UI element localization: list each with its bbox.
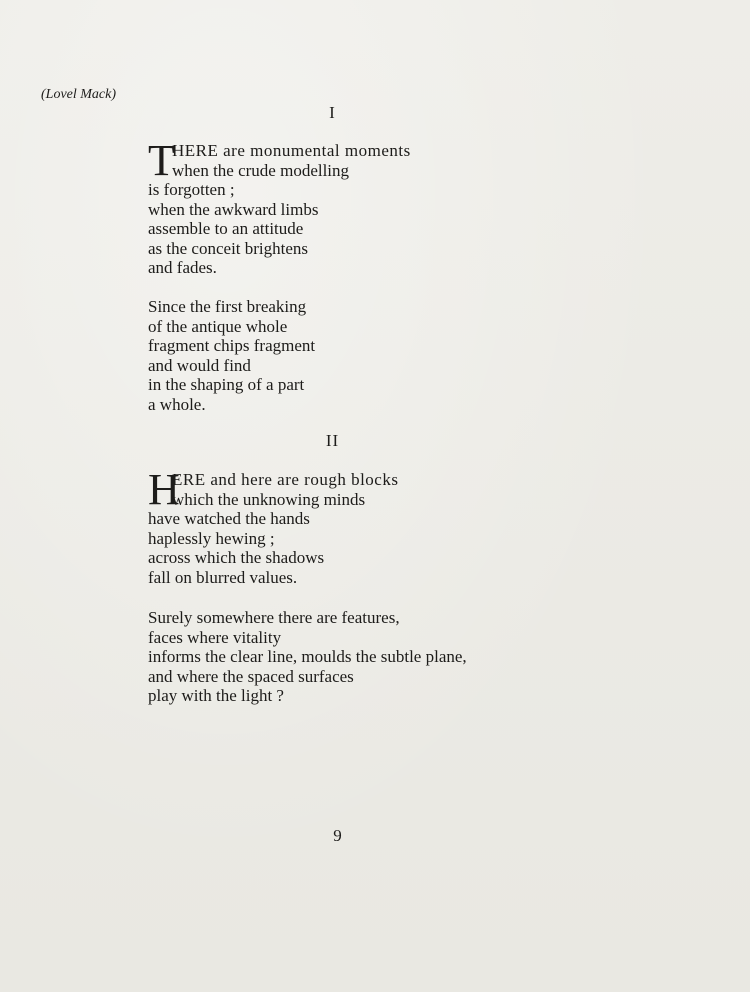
poem-line: of the antique whole [148, 316, 288, 336]
author-attribution: (Lovel Mack) [41, 87, 117, 102]
poem-line: across which the shadows [148, 548, 325, 567]
poem-line: Since the first breaking [148, 297, 307, 316]
section-numeral-1: I [329, 103, 336, 122]
poem-line: informs the clear line, moulds the subtle plane, [148, 647, 467, 666]
poem-line: assemble to an attitude [148, 219, 304, 238]
poem-line: have watched the hands [148, 509, 310, 528]
poem-line: a whole. [148, 394, 206, 414]
stanza-2 [148, 297, 608, 414]
drop-cap-t: T [148, 136, 175, 185]
stanza-1 [148, 136, 608, 278]
stanza-3 [148, 465, 608, 587]
drop-cap-h: H [148, 465, 180, 514]
poem-line: play with the light ? [148, 686, 284, 705]
poem-line: faces where vitality [148, 627, 282, 647]
stanza-1-second-line: when the crude modelling [172, 160, 350, 180]
line-text: ERE and here are rough blocks [172, 470, 399, 489]
poem-line: haplessly hewing ; [148, 528, 275, 548]
poem-line: and where the spaced surfaces [148, 666, 354, 686]
poem-line: is forgotten ; [148, 180, 235, 199]
page-number: 9 [333, 826, 342, 845]
poem-line: Surely somewhere there are features, [148, 608, 400, 627]
poem-line: and fades. [148, 258, 217, 277]
poem-line: in the shaping of a part [148, 375, 305, 394]
stanza-4 [148, 608, 608, 706]
poem-line: when the awkward limbs [148, 199, 319, 219]
poem-line: fall on blurred values. [148, 567, 298, 587]
stanza-3-second-line: which the unknowing minds [172, 489, 366, 509]
line-text: HERE are monumental moments [172, 141, 411, 160]
poem-line: and would find [148, 355, 251, 375]
poem-line: fragment chips fragment [148, 336, 316, 355]
poem-line: as the conceit brightens [148, 238, 309, 258]
section-numeral-2: II [325, 431, 340, 450]
